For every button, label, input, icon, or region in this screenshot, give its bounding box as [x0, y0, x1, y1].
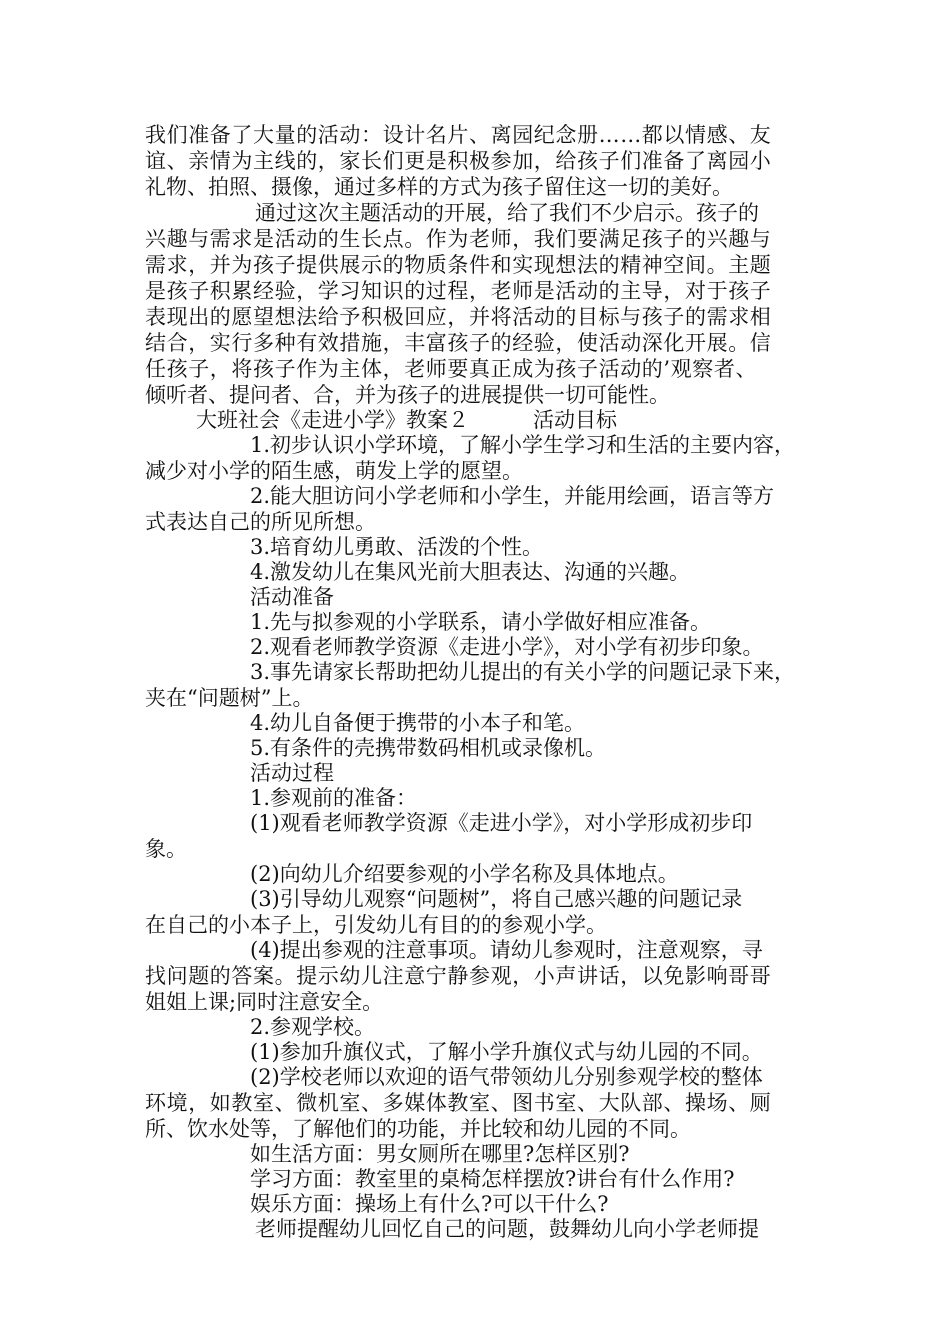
body-text-line: 结合，实行多种有效措施，丰富孩子的经验，使活动深化开展。信	[145, 331, 772, 355]
section-title: 大班社会《走进小学》教案２	[196, 408, 469, 432]
list-item: 1.初步认识小学环境，了解小学生学习和生活的主要内容，	[250, 433, 796, 457]
body-text-line: 环境，如教室、微机室、多媒体教室、图书室、大队部、操场、厕	[145, 1091, 772, 1115]
body-text-line: 需求，并为孩子提供展示的物质条件和实现想法的精神空间。主题	[145, 253, 772, 277]
body-text-line: 减少对小学的陌生感，萌发上学的愿望。	[145, 459, 523, 483]
list-item: (2)向幼儿介绍要参观的小学名称及具体地点。	[250, 862, 679, 886]
body-text-line: 找问题的答案。提示幼儿注意宁静参观，小声讲话，以免影响哥哥	[145, 964, 772, 988]
body-text-line: 式表达自己的所见所想。	[145, 510, 376, 534]
list-item: (1)参加升旗仪式，了解小学升旗仪式与幼儿园的不同。	[250, 1040, 763, 1064]
list-item: 2.参观学校。	[250, 1015, 376, 1039]
list-item: 娱乐方面：操场上有什么?可以干什么?	[250, 1192, 609, 1216]
body-text-line: 夹在“问题树”上。	[145, 686, 314, 710]
list-item: 4.幼儿自备便于携带的小本子和笔。	[250, 711, 586, 735]
body-text-line: 谊、亲情为主线的，家长们更是积极参加，给孩子们准备了离园小	[145, 149, 772, 173]
list-item: 5.有条件的壳携带数码相机或录像机。	[250, 736, 607, 760]
section-heading: 活动准备	[250, 585, 334, 609]
body-text-line: 兴趣与需求是活动的生长点。作为老师，我们要满足孩子的兴趣与	[145, 227, 772, 251]
body-text-line: 姐姐上课;同时注意安全。	[145, 990, 384, 1014]
body-text-line: 我们准备了大量的活动：设计名片、离园纪念册……都以情感、友	[145, 123, 772, 147]
list-item: 2.能大胆访问小学老师和小学生，并能用绘画，语言等方	[250, 484, 775, 508]
body-text-line: 任孩子，将孩子作为主体，老师要真正成为孩子活动的’观察者、	[145, 357, 758, 381]
list-item: 3.培育幼儿勇敢、活泼的个性。	[250, 535, 544, 559]
body-text-line: 是孩子积累经验，学习知识的过程，老师是活动的主导，对于孩子	[145, 279, 772, 303]
body-text-line: 倾听者、提问者、合，并为孩子的进展提供一切可能性。	[145, 383, 670, 407]
section-heading: 活动目标	[533, 408, 617, 432]
list-item: 3.事先请家长帮助把幼儿提出的有关小学的问题记录下来，	[250, 660, 796, 684]
body-text-line: 通过这次主题活动的开展，给了我们不少启示。孩子的	[255, 201, 759, 225]
list-item: (4)提出参观的注意事项。请幼儿参观时，注意观察，寻	[250, 938, 763, 962]
body-text-line: 在自己的小本子上，引发幼儿有目的的参观小学。	[145, 913, 607, 937]
list-item: 4.激发幼儿在集风光前大胆表达、沟通的兴趣。	[250, 560, 691, 584]
list-item: (3)引导幼儿观察“问题树”，将自己感兴趣的问题记录	[250, 887, 743, 911]
body-text-line: 表现出的愿望想法给予积极回应，并将活动的目标与孩子的需求相	[145, 305, 772, 329]
list-item: (2)学校老师以欢迎的语气带领幼儿分别参观学校的整体	[250, 1065, 763, 1089]
section-heading: 活动过程	[250, 761, 334, 785]
body-text-line: 所、饮水处等，了解他们的功能，并比较和幼儿园的不同。	[145, 1117, 691, 1141]
list-item: (1)观看老师教学资源《走进小学》，对小学形成初步印	[250, 811, 753, 835]
list-item: 1.参观前的准备：	[250, 786, 418, 810]
list-item: 如生活方面：男女厕所在哪里?怎样区别?	[250, 1142, 630, 1166]
body-text-line: 礼物、拍照、摄像，通过多样的方式为孩子留住这一切的美好。	[145, 175, 733, 199]
list-item: 1.先与拟参观的小学联系，请小学做好相应准备。	[250, 610, 712, 634]
list-item: 2.观看老师教学资源《走进小学》，对小学有初步印象。	[250, 635, 764, 659]
list-item: 老师提醒幼儿回忆自己的问题，鼓舞幼儿向小学老师提	[255, 1217, 759, 1241]
list-item: 学习方面：教室里的桌椅怎样摆放?讲台有什么作用?	[250, 1167, 735, 1191]
body-text-line: 象。	[145, 837, 187, 861]
